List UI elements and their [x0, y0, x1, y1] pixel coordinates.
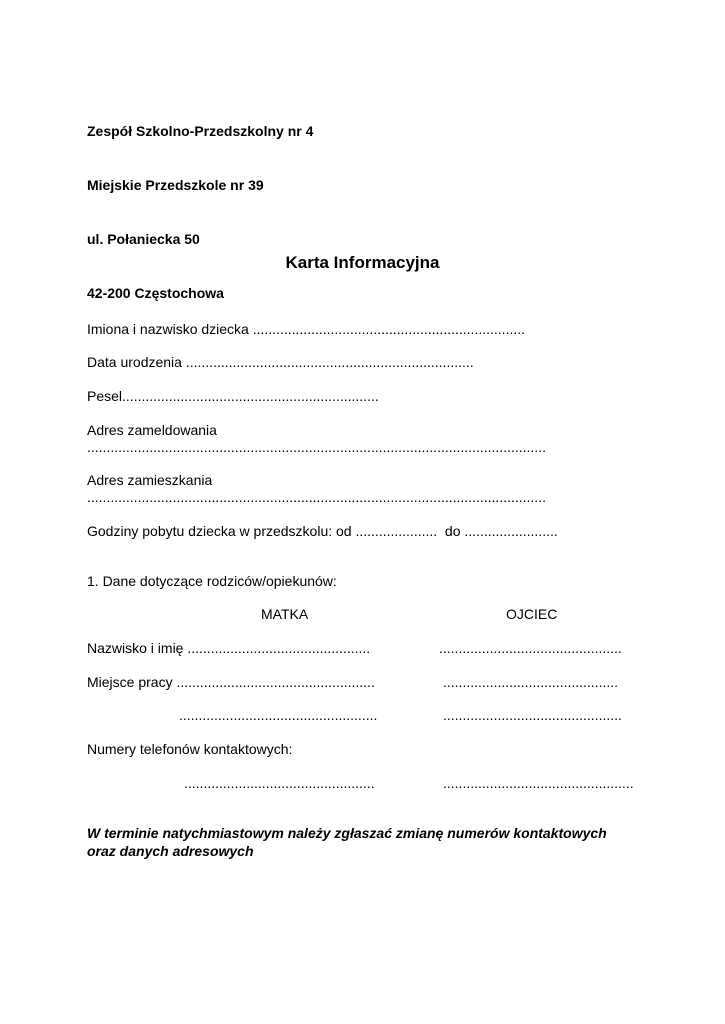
mother-workplace-dots-2: ...................................................	[179, 707, 378, 723]
note-line-1: W terminie natychmiastowym należy zgłaszać zmianę numerów kontaktowych	[87, 825, 607, 841]
father-workplace-dots: .............................................	[443, 674, 619, 690]
mother-column-header: MATKA	[261, 606, 309, 622]
header-line-street: ul. Połaniecka 50	[87, 231, 200, 247]
residence-address-dots: ......................................................................................................................	[87, 489, 546, 505]
pesel-field: Pesel..................................................................	[87, 388, 379, 404]
mother-workplace-field: Miejsce pracy ...................................................	[87, 674, 375, 690]
parents-section-title: 1. Dane dotyczące rodziców/opiekunów:	[87, 573, 337, 589]
father-column-header: OJCIEC	[506, 606, 558, 622]
header-line-city: 42-200 Częstochowa	[87, 285, 224, 301]
father-name-dots: ...............................................	[439, 640, 622, 656]
header-line-preschool: Miejskie Przedszkole nr 39	[87, 177, 264, 193]
note-line-2: oraz danych adresowych	[87, 843, 254, 859]
residence-address-label: Adres zamieszkania	[87, 472, 213, 488]
institution-header	[87, 86, 313, 338]
father-workplace-dots-2: ..............................................	[443, 707, 622, 723]
phones-label: Numery telefonów kontaktowych:	[87, 741, 293, 757]
header-line-school: Zespół Szkolno-Przedszkolny nr 4	[87, 123, 314, 139]
father-phone-dots: .................................................	[443, 775, 634, 791]
registered-address-label: Adres zameldowania	[87, 422, 217, 438]
document-title: Karta Informacyjna	[285, 253, 440, 272]
mother-name-field: Nazwisko i imię ...............................................	[87, 640, 371, 656]
contact-change-note	[87, 824, 687, 860]
stay-hours-field: Godziny pobytu dziecka w przedszkolu: od ..................... do ........................	[87, 523, 558, 539]
mother-phone-dots: .................................................	[184, 775, 375, 791]
child-name-field: Imiona i nazwisko dziecka ......................................................................	[87, 321, 526, 337]
registered-address-dots: ......................................................................................................................	[87, 439, 546, 455]
birth-date-field: Data urodzenia ..........................................................................	[87, 354, 474, 370]
